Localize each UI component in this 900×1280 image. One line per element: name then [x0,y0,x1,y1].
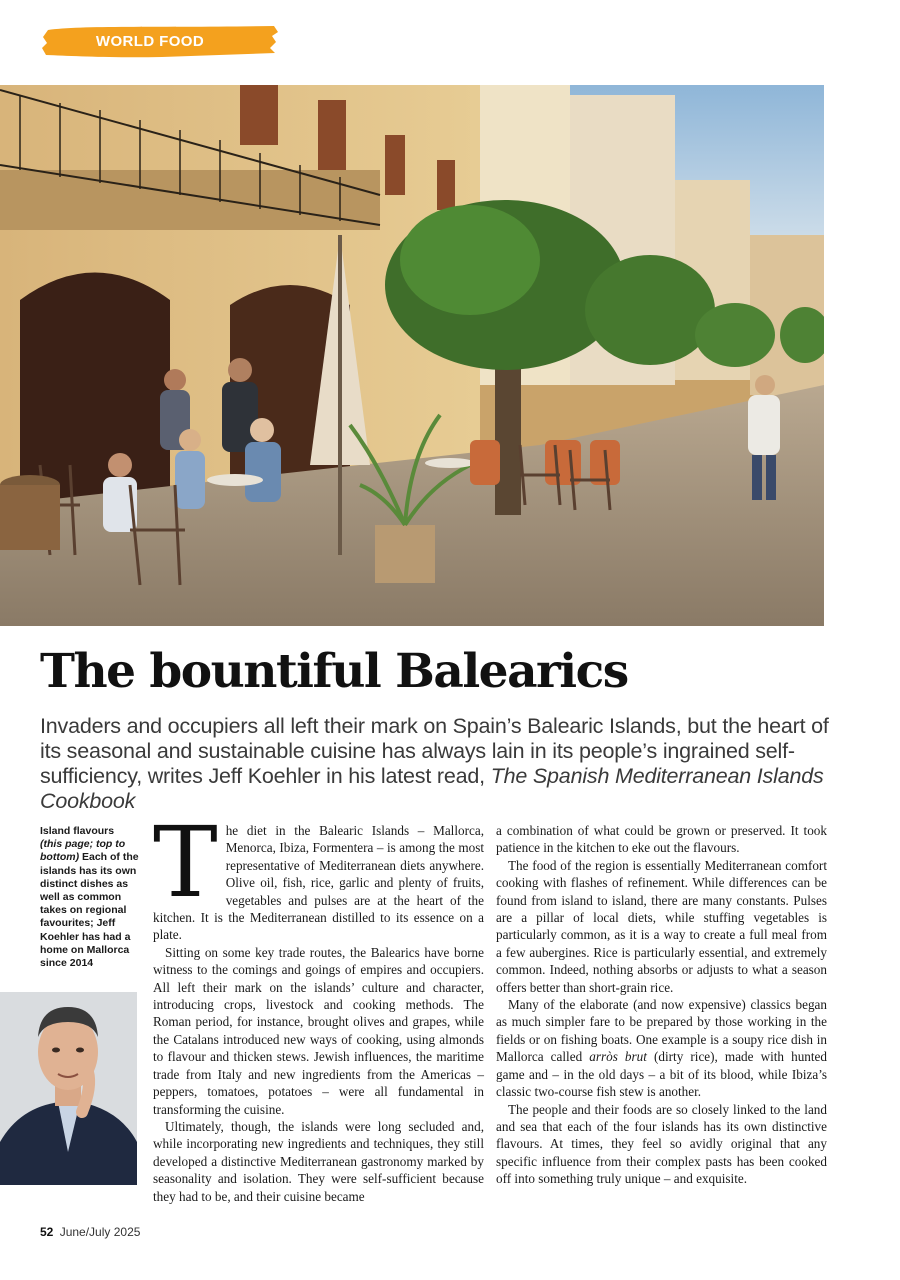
caption-body: Each of the islands has its own distinct dishes as well as common takes on regional favourites; Jeff Koehler has had a home on Mallorca since 2014 [40,851,139,970]
standfirst [40,714,840,814]
paragraph-1: he diet in the Balearic Islands – Mallorca, Menorca, Ibiza, Formentera – is among the most representative of Mediterranean diets anywhere. Olive oil, fish, rice, garlic and plenty of fruits, vegetables and pulses are at the heart of the kitchen. It is the Mediterranean distilled to its essence on a plate. [153,823,484,943]
drop-cap: T [153,806,218,919]
caption-position-note: (this page; top to bottom) [40,838,126,864]
paragraph-6: The people and their foods are so closely linked to the land and sea that each of the four islands has its own distinctive flavours. At times, they feel so avidly original that any specific influence from their complex pasts has been cooked off into something truly unique – and exquisite. [496,1101,827,1187]
page-folio [40,1225,140,1239]
paragraph-5-part-a: Many of the elaborate (and now expensive) classics began as much simpler fare to be prepared by those working in the fields or on fishing boats. One example is a soupy rice dish in Mallorca called [496,997,827,1065]
paragraph-5-part-b: (dirty rice), made with hunted game and – in the old days – a bit of its blood, while Ibiza’s classic two-course fish stew is another. [496,1049,827,1100]
article-column-1 [153,806,484,1205]
article-column-2 [496,822,827,1188]
dish-name: arròs brut [589,1049,647,1065]
section-tag [42,22,278,60]
section-tag-label: WORLD FOOD [95,32,205,50]
standfirst-text: Invaders and occupiers all left their mark on Spain’s Balearic Islands, but the heart of its seasonal and sustainable cuisine has always lain in its people’s ingrained self-sufficiency, writes Jeff Koehler in his latest read, [40,714,829,788]
issue-date: June/July 2025 [59,1225,141,1239]
author-portrait [0,992,137,1185]
paragraph-3: Ultimately, though, the islands were long secluded and, while incorporating new ingredients and techniques, they still developed a distinctive Mediterranean gastronomy marked by seasonality and isolation. They were self-sufficient because they had to be, and their cuisine became [153,1118,484,1204]
headline: The bountiful Balearics [40,644,628,699]
paragraph-3-continued: a combination of what could be grown or preserved. It took patience in the kitchen to eke out the flavours. [496,823,827,856]
paragraph-4: The food of the region is essentially Mediterranean comfort cooking with flashes of refinement. While differences can be found from island to island, there are many constants. Pulses are a pillar of local diets, while stuffing vegetables is particularly common, as it is a way to create a full meal from a few aubergines. Rice is particularly essential, and extremely common. Indeed, nothing absorbs or adjusts to what a season offers better than short-grain rice. [496,857,827,995]
standfirst-book-title: The Spanish Mediterranean Islands Cookbook [40,764,824,813]
hero-photo [0,85,824,626]
caption-title: Island flavours [40,825,115,837]
photo-caption [40,825,140,970]
paragraph-2: Sitting on some key trade routes, the Balearics have borne witness to the comings and goings of empires and occupiers. All left their mark on the islands’ culture and character, introducing crops, livestock and cooking methods. The Roman period, for instance, brought olives and grapes, while the Catalans introduced new ways of cooking, using almonds to flavour and thicken stews. Jewish influences, the maritime trade from Italy and new ingredients from the Americas – peppers, tomatoes, potatoes – were all fundamental in transforming the cuisine. [153,944,484,1117]
paragraph-5 [496,996,827,1100]
page-number: 52 [40,1225,54,1239]
